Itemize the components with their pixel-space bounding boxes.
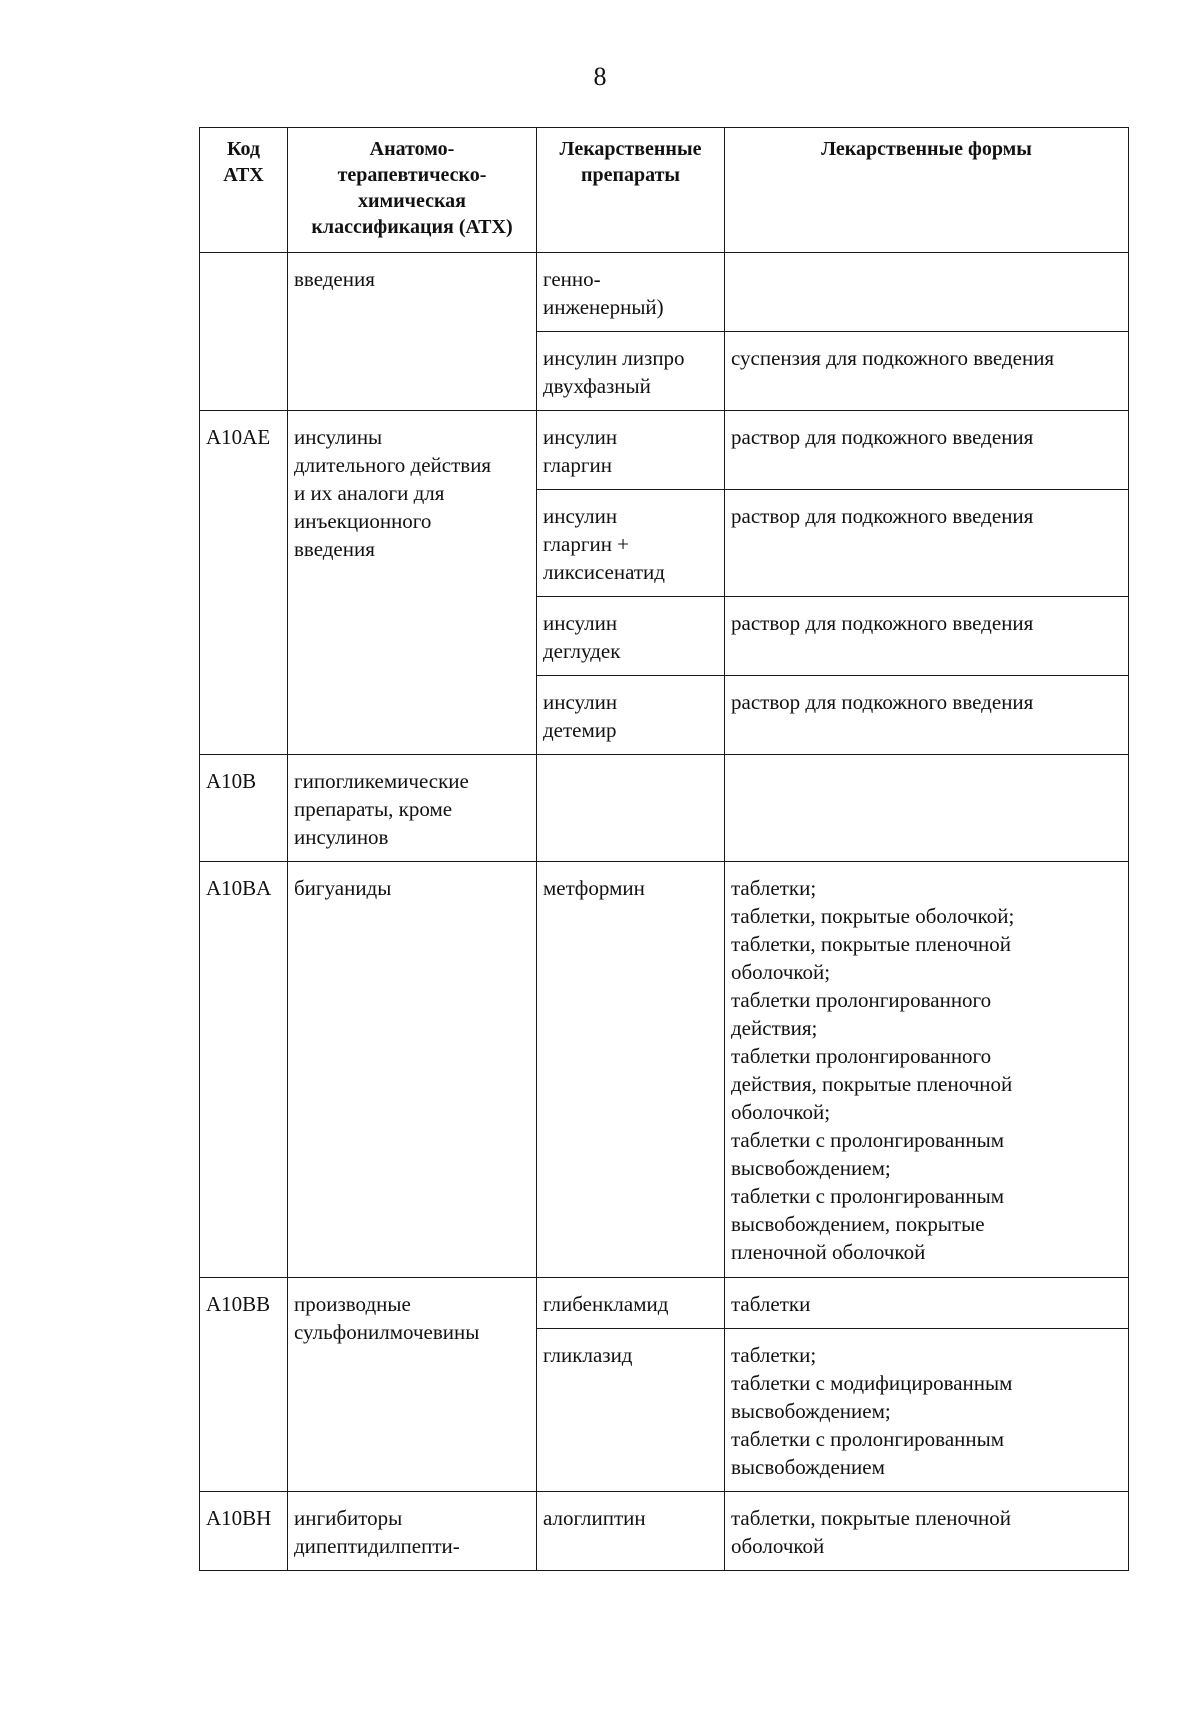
atx-classification: гипогликемические препараты, кроме инсулинов: [288, 755, 537, 862]
atx-code: A10BA: [200, 862, 288, 1278]
page-number: 8: [593, 62, 607, 91]
atx-table: [199, 127, 1129, 1571]
drug-forms: таблетки; таблетки с модифицированным высвобождением; таблетки с пролонгированным высвобождением: [725, 1329, 1129, 1492]
table-row: [200, 1492, 1129, 1571]
header-drugs: Лекарственные препараты: [537, 128, 725, 253]
table-row: [200, 253, 1129, 332]
drug-forms: таблетки, покрытые пленочной оболочкой: [725, 1492, 1129, 1571]
table-header-row: [200, 128, 1129, 253]
drug-forms: таблетки; таблетки, покрытые оболочкой; таблетки, покрытые пленочной оболочкой; таблетки пролонгированного действия; таблетки пролонгированного действия, покрытые пленочной оболочкой; таблетки с пролонгированным высвобождением; таблетки с пролонгированным высвобождением, покрытые пленочной оболочкой: [725, 862, 1129, 1278]
drug-name: метформин: [537, 862, 725, 1278]
atx-code: A10AE: [200, 411, 288, 755]
drug-name: глибенкламид: [537, 1278, 725, 1329]
table-row: [200, 755, 1129, 862]
drug-name: генно- инженерный): [537, 253, 725, 332]
atx-classification: бигуаниды: [288, 862, 537, 1278]
drug-name: инсулин гларгин: [537, 411, 725, 490]
drug-name: [537, 755, 725, 862]
drug-forms: [725, 253, 1129, 332]
drug-forms: суспензия для подкожного введения: [725, 332, 1129, 411]
atx-code: A10B: [200, 755, 288, 862]
atx-code: A10BH: [200, 1492, 288, 1571]
drug-name: инсулин деглудек: [537, 597, 725, 676]
atx-classification: производные сульфонилмочевины: [288, 1278, 537, 1492]
drug-name: алоглиптин: [537, 1492, 725, 1571]
drug-forms: таблетки: [725, 1278, 1129, 1329]
atx-classification: ингибиторы дипептидилпепти-: [288, 1492, 537, 1571]
drug-forms: раствор для подкожного введения: [725, 490, 1129, 597]
drug-forms: раствор для подкожного введения: [725, 411, 1129, 490]
header-forms: Лекарственные формы: [725, 128, 1129, 253]
drug-forms: раствор для подкожного введения: [725, 676, 1129, 755]
drug-name: гликлазид: [537, 1329, 725, 1492]
drug-name: инсулин гларгин + ликсисенатид: [537, 490, 725, 597]
drug-name: инсулин лизпро двухфазный: [537, 332, 725, 411]
atx-classification: введения: [288, 253, 537, 411]
table-row: [200, 411, 1129, 490]
atx-code: A10BB: [200, 1278, 288, 1492]
drug-forms: раствор для подкожного введения: [725, 597, 1129, 676]
atx-classification: инсулины длительного действия и их аналоги для инъекционного введения: [288, 411, 537, 755]
header-classification: Анатомо- терапевтическо- химическая классификация (АТХ): [288, 128, 537, 253]
drug-forms: [725, 755, 1129, 862]
header-code: Код АТХ: [200, 128, 288, 253]
atx-code: [200, 253, 288, 411]
drug-name: инсулин детемир: [537, 676, 725, 755]
table-row: [200, 1278, 1129, 1329]
table-row: [200, 862, 1129, 1278]
